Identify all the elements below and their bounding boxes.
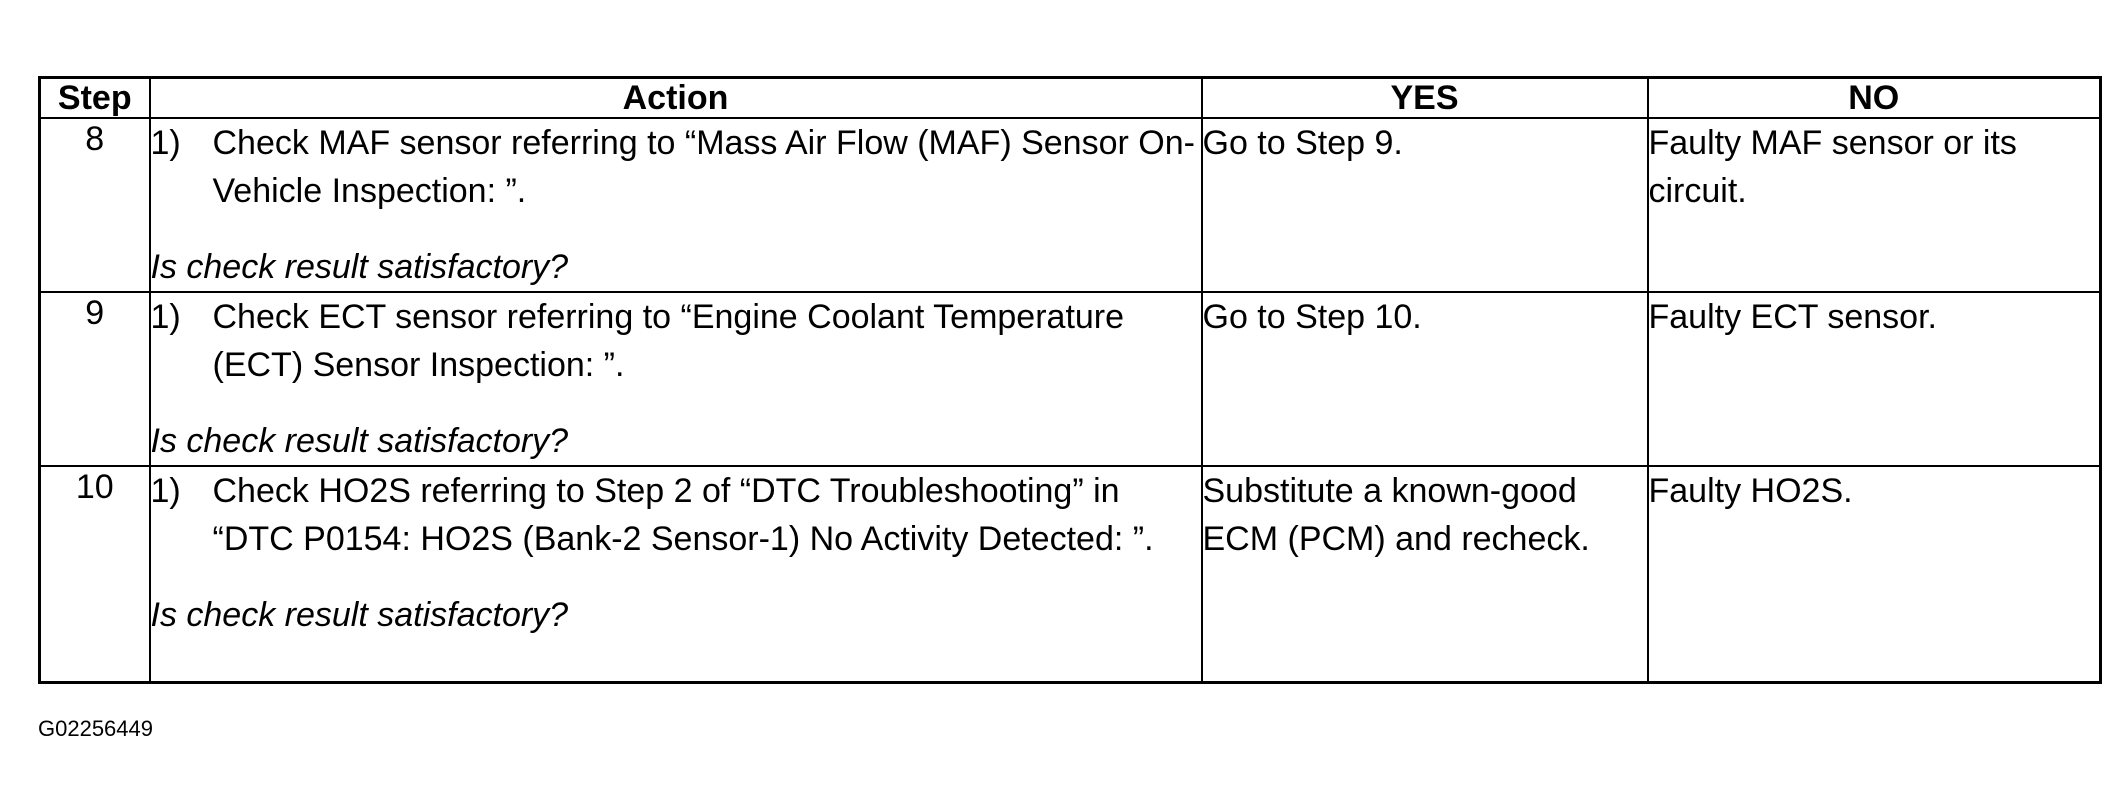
header-yes: YES	[1202, 78, 1648, 119]
table-row	[40, 466, 2101, 683]
no-result: Faulty ECT sensor.	[1648, 292, 2101, 466]
action-item-number: 1)	[150, 124, 181, 162]
troubleshooting-table	[38, 76, 2102, 684]
action-text: Check ECT sensor referring to “Engine Coolant Temperature (ECT) Sensor Inspection: ”.	[212, 298, 1125, 384]
header-step: Step	[40, 78, 150, 119]
action-cell	[150, 466, 1202, 683]
action-text: Check MAF sensor referring to “Mass Air Flow (MAF) Sensor On-Vehicle Inspection: ”.	[212, 124, 1195, 210]
table-row	[40, 292, 2101, 466]
yes-result: Go to Step 9.	[1202, 118, 1648, 292]
yes-result: Substitute a known-good ECM (PCM) and recheck.	[1202, 466, 1648, 683]
table-row	[40, 118, 2101, 292]
action-cell	[150, 292, 1202, 466]
action-item-number: 1)	[150, 472, 181, 510]
no-result: Faulty MAF sensor or its circuit.	[1648, 118, 2101, 292]
step-number: 9	[40, 292, 150, 466]
table-header-row	[40, 78, 2101, 119]
figure-id: G02256449	[38, 716, 153, 741]
check-question: Is check result satisfactory?	[150, 422, 569, 460]
header-no: NO	[1648, 78, 2101, 119]
check-question: Is check result satisfactory?	[150, 596, 569, 634]
action-cell	[150, 118, 1202, 292]
header-action: Action	[150, 78, 1202, 119]
check-question: Is check result satisfactory?	[150, 248, 569, 286]
step-number: 10	[40, 466, 150, 683]
step-number: 8	[40, 118, 150, 292]
yes-result: Go to Step 10.	[1202, 292, 1648, 466]
no-result: Faulty HO2S.	[1648, 466, 2101, 683]
action-item-number: 1)	[150, 298, 181, 336]
action-text: Check HO2S referring to Step 2 of “DTC Troubleshooting” in “DTC P0154: HO2S (Bank-2 Sensor-1) No Activity Detected: ”.	[212, 472, 1154, 558]
